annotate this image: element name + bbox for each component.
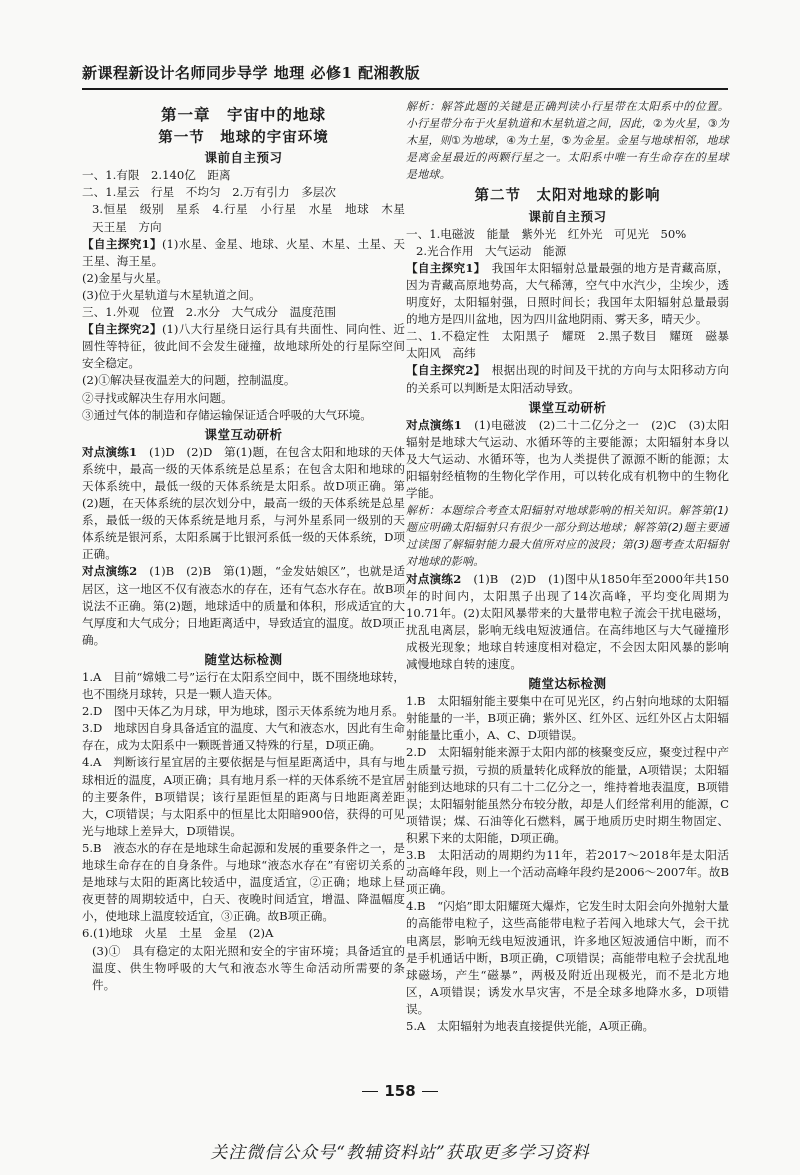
subsection-title: 课堂互动研析 [204, 426, 283, 442]
test-answer: 4.A 判断该行星宜居的主要依据是与恒星距离适中，具有与地球相近的温度，A项正确；具有地月系一样的天体系统不是宜居的主要条件，B项错误；该行星距恒星的距离与日地距离差距大，C项错误；与太阳系中的恒星比太阳暗900倍，获得的可见光与地球上差异大，D项错误。 [82, 755, 405, 838]
test-answer: (3)① 具有稳定的太阳光照和安全的宇宙环境；具备适宜的温度、供生物呼吸的大气和液态水等生命活动所需要的条件。 [92, 943, 405, 992]
test-answer: 1.B 太阳辐射能主要集中在可见光区，约占射向地球的太阳辐射能量的一半，B项正确；紫外区、红外区、远红外区占太阳辐射能量比重小，A、C、D项错误。 [406, 694, 729, 743]
test-answer: 1.A 目前“嫦娥二号”运行在太阳系空间中，既不围绕地球转，也不围绕月球转，只是一颗人造天体。 [82, 670, 405, 702]
answer-line: 2.光合作用 大气运动 能源 [416, 243, 567, 258]
page-number: 158 [0, 1082, 800, 1100]
drill-paragraph [82, 444, 405, 564]
subsection-title: 随堂达标检测 [528, 676, 607, 692]
explore-text: (1)八大行星绕日运行具有共面性、同向性、近圆性等特征，彼此间不会发生碰撞，故地球所处的行星际空间安全稳定。 [82, 322, 405, 371]
section-title: 第一节 地球的宇宙环境 [158, 129, 329, 147]
drill-label: 对点演练1 [82, 444, 138, 459]
subsection-title: 随堂达标检测 [204, 651, 283, 667]
test-answer: 6.(1)地球 火星 土星 金星 (2)A [82, 926, 274, 941]
left-column [82, 98, 417, 994]
explore-text: (1)水星、金星、地球、火星、木星、土星、天王星、海王星。 [82, 236, 405, 268]
test-answer: 2.D 太阳辐射能来源于太阳内部的核聚变反应，聚变过程中产生质量亏损，亏损的质量转化成释放的能量，A项错误；太阳辐射能到达地球的只有二十二亿分之一，维持着地表温度，B项错误；太阳辐射能虽然分布较分散，却是人们经常利用的能源，C项错误；煤、石油等化石燃料，属于地质历史时期生物固定、积累下来的太阳能，D项正确。 [406, 745, 729, 845]
drill-paragraph [82, 563, 405, 648]
drill-label: 对点演练2 [82, 564, 138, 579]
explore-text: 根据出现的时间及干扰的方向与太阳移动方向的关系可以判断是太阳活动导致。 [406, 363, 729, 395]
test-answer: 5.B 液态水的存在是地球生命起源和发展的重要条件之一，是地球生命存在的自身条件。与地球“液态水存在”有密切关系的是地球与太阳的距离比较适中，温度适宜，②正确；地球上昼夜更替的周期较适中，白天、夜晚时间适宜，增温、降温幅度小，使地球上温度较适宜，③正确。故B项正确。 [82, 840, 405, 924]
answer-line: (2)金星与火星。 [82, 270, 168, 285]
right-column [406, 98, 741, 1035]
answer-line: 3.恒星 级别 星系 4.行星 小行星 水星 地球 木星 天王星 方向 [92, 202, 417, 234]
explore-paragraph [82, 236, 405, 270]
book-header: 新课程新设计名师同步导学 地理 必修1 配湘教版 [82, 64, 421, 82]
test-answer: 4.B “闪焰”即太阳耀斑大爆炸，它发生时太阳会向外抛射大量的高能带电粒子，这些高能带电粒子若闯入地球大气，会干扰电离层，影响无线电短波通讯，许多地区短波通信中断，而不是手机通话中断，B项正确，C项错误；高能带电粒子会扰乱地球磁场，产生“磁暴”，两极及附近出现极光，而不是北方地区，A项错误；诱发水旱灾害，不是全球多地降水多，D项错误。 [406, 899, 729, 1016]
drill-text: (1)D (2)D 第(1)题，在包含太阳和地球的天体系统中，最高一级的天体系统是总星系；在包含太阳和地球的天体系统中，最低一级的天体系统是太阳系。故D项正确。第(2)题，在天体系统的层次划分中，最高一级的天体系统是总星系，最低一级的天体系统是地月系，与河外星系同一级别的天体系统是银河系，太阳系属于比银河系低一级的天体系统，D项正确。 [82, 444, 405, 562]
drill-paragraph [406, 571, 729, 674]
explore-label: 【自主探究2】 [82, 322, 162, 337]
test-answer: 3.B 太阳活动的周期约为11年，若2017～2018年是太阳活动高峰年段，则上一个活动高峰年段约是2006～2007年。故B项正确。 [406, 848, 729, 897]
drill-text: (1)B (2)B 第(1)题，“金发姑娘区”，也就是适居区，这一地区不仅有液态水的存在，还有气态水存在。故B项说法不正确。第(2)题，地球适中的质量和体积，形成适宜的大气厚度和大气成分；日地距离适中，导致适宜的温度。故D项正确。 [82, 564, 405, 647]
drill-text: (1)电磁波 (2)二十二亿分之一 (2)C (3)太阳辐射是地球大气运动、水循环等的主要能源；太阳辐射本身以及大气运动、水循环等，也为人类提供了源源不断的能源；太阳辐射经植物的生物化学作用，可以转化成有机物中的生物化学能。 [406, 417, 729, 501]
explore-label: 【自主探究1】 [82, 236, 162, 251]
test-answer: 5.A 太阳辐射为地表直接提供光能，A项正确。 [406, 1018, 655, 1033]
drill-text: (1)B (2)D (1)图中从1850年至2000年共150年的时间内，太阳黑子出现了14次高峰，平均变化周期为10.71年。(2)太阳风暴带来的大量带电粒子流会干扰电磁场，扰乱电离层，影响无线电短波通信。在高纬地区与大气碰撞形成极光现象；地球自转速度相对稳定，不会因太阳风暴的影响减慢地球自转的速度。 [406, 571, 729, 671]
explore-text: 我国年太阳辐射总量最强的地方是青藏高原，因为青藏高原地势高，大气稀薄，空气中水汽少，尘埃少，透明度好，太阳辐射强，日照时间长；我国年太阳辐射总量最弱的地方是四川盆地，因为四川盆地阴雨、雾天多，晴天少。 [406, 260, 729, 327]
explore-paragraph [82, 321, 405, 372]
answer-line: 三、1.外观 位置 2.水分 大气成分 温度范围 [82, 305, 336, 320]
subsection-title: 课堂互动研析 [528, 399, 607, 415]
chapter-title: 第一章 宇宙中的地球 [160, 105, 326, 124]
subsection-title: 课前自主预习 [528, 208, 607, 224]
explore-paragraph [406, 362, 729, 396]
answer-line: ③通过气体的制造和存储运输保证适合呼吸的大气环境。 [82, 407, 372, 422]
drill-label: 对点演练2 [406, 571, 462, 586]
answer-line: ②寻找或解决生存用水问题。 [82, 390, 233, 405]
answer-line: 二、1.不稳定性 太阳黑子 耀斑 2.黑子数目 耀斑 磁暴 太阳风 高纬 [406, 329, 741, 361]
answer-line: 一、1.电磁波 能量 紫外光 红外光 可见光 50% [406, 226, 687, 241]
test-answer: 3.D 地球因自身具备适宜的温度、大气和液态水，因此有生命存在，成为太阳系中一颗既普通又特殊的行星，D项正确。 [82, 721, 405, 753]
answer-line: 二、1.星云 行星 不均匀 2.万有引力 多层次 [82, 185, 336, 200]
explore-label: 【自主探究2】 [406, 363, 480, 378]
answer-line: (3)位于火星轨道与木星轨道之间。 [82, 287, 261, 302]
explore-paragraph [406, 260, 729, 328]
answer-line: 一、1.有限 2.140亿 距离 [82, 168, 231, 183]
header-rule [82, 88, 728, 90]
explore-label: 【自主探究1】 [406, 260, 480, 275]
answer-line: (2)①解决昼夜温差大的问题，控制温度。 [82, 373, 296, 388]
section-title: 第二节 太阳对地球的影响 [474, 187, 661, 205]
explanation-paragraph: 解析：解答此题的关键是正确判读小行星带在太阳系中的位置。小行星带分布于火星轨道和木星轨道之间，因此，②为火星，③为木星，则①为地球，④为土星，⑤为金星。金星与地球相邻，地球是离金星最近的两颗行星之一。太阳系中唯一有生命存在的星球是地球。 [406, 100, 729, 182]
footer-watermark: 关注微信公众号“教辅资料站”获取更多学习资料 [210, 1143, 590, 1163]
drill-label: 对点演练1 [406, 417, 462, 432]
test-answer: 2.D 图中天体乙为月球，甲为地球，图示天体系统为地月系。 [82, 704, 404, 719]
explanation-paragraph: 解析：本题综合考查太阳辐射对地球影响的相关知识。解答第(1)题应明确太阳辐射只有很少一部分到达地球；解答第(2)题主要通过读图了解辐射能力最大值所对应的波段；第(3)题考查太阳辐射对地球的影响。 [406, 504, 729, 569]
drill-paragraph [406, 417, 729, 502]
subsection-title: 课前自主预习 [204, 150, 283, 166]
